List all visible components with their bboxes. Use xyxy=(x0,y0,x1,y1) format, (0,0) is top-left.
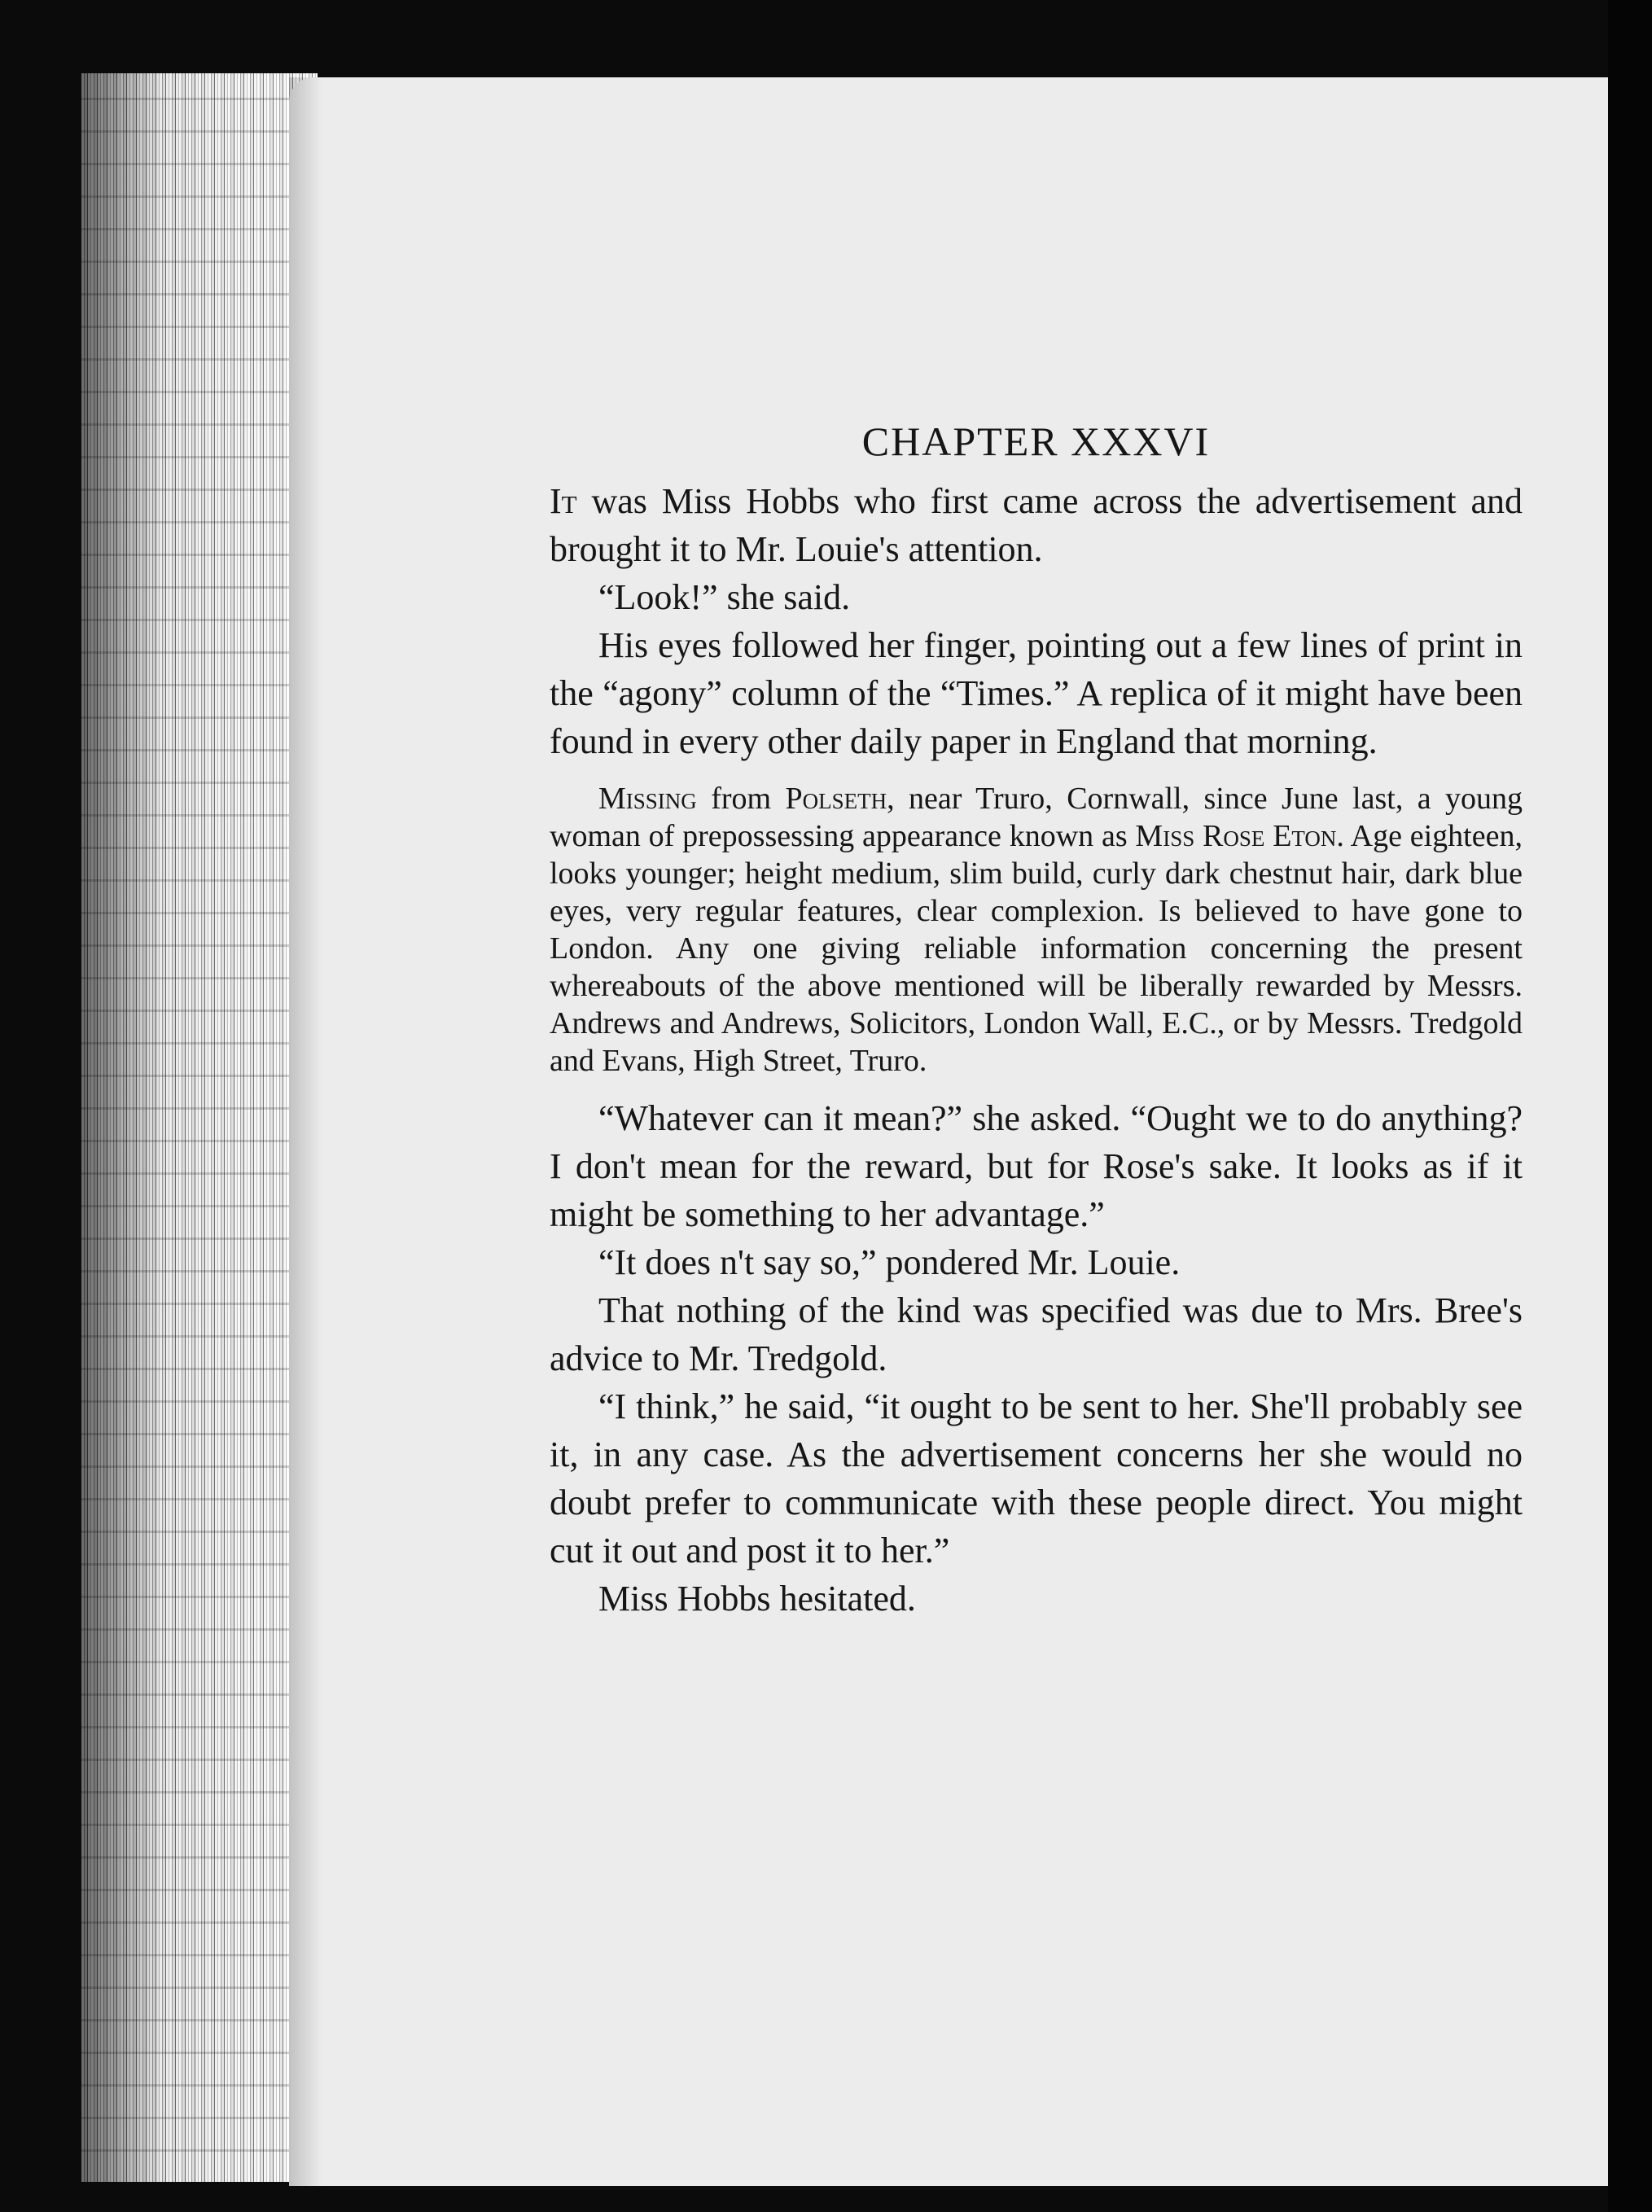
right-border-shadow xyxy=(1608,0,1652,2212)
advertisement-text xyxy=(550,780,1523,1080)
ad-place: Polseth xyxy=(785,782,887,816)
paragraph-hesitated: Miss Hobbs hesitated. xyxy=(598,1579,916,1618)
opening-paragraph-text: was Miss Hobbs who first came across the advertisement and brought it to Mr. Louie's attention. xyxy=(550,481,1523,569)
chapter-heading: CHAPTER XXXVI xyxy=(861,418,1211,464)
paragraph-does-not-say: “It does n't say so,” pondered Mr. Louie. xyxy=(598,1242,1181,1282)
paragraph-whatever: “Whatever can it mean?” she asked. “Ought we to do anything? I don't mean for the reward, but for Rose's sake. It looks as if it might be something to her advantage.” xyxy=(550,1098,1523,1234)
ad-missing-label: Missing xyxy=(598,782,697,816)
paragraph-nothing-specified: That nothing of the kind was specified was due to Mrs. Bree's advice to Mr. Tredgold. xyxy=(550,1290,1523,1378)
paragraph-look: “Look!” she said. xyxy=(598,577,851,617)
paragraph-i-think: “I think,” he said, “it ought to be sent to her. She'll probably see it, in any case. As the advertisement concerns her she would no doubt prefer to communicate with these people direct. You might cut it out and post it to her.” xyxy=(550,1386,1523,1570)
paragraph-eyes-followed: His eyes followed her finger, pointing out a few lines of print in the “agony” column of the “Times.” A replica of it might have been found in every other daily paper in England that morning. xyxy=(550,625,1523,761)
page-text-block xyxy=(550,407,1523,1623)
ad-person-name: Miss Rose Eton xyxy=(1135,819,1337,853)
ad-description: . Age eighteen, looks younger; height medium, slim build, curly dark chestnut hair, dark blue eyes, very regular features, clear complexion. Is believed to have gone to London. Any one giving reliable information concerning the present whereabouts of the above mentioned will be liberally rewarded by Messrs. Andrews and Andrews, Solicitors, London Wall, E.C., or by Messrs. Tredgold and Evans, High Street, Truro. xyxy=(550,819,1523,1078)
opening-paragraph xyxy=(550,477,1523,573)
ad-from-text: from xyxy=(696,782,786,816)
opening-first-word: It xyxy=(550,481,577,521)
page-edge-shading xyxy=(81,73,318,2182)
ad-after-place: , near Truro, Cornwall, since June last, a young woman of prepossessing appearance known as xyxy=(550,782,1523,853)
